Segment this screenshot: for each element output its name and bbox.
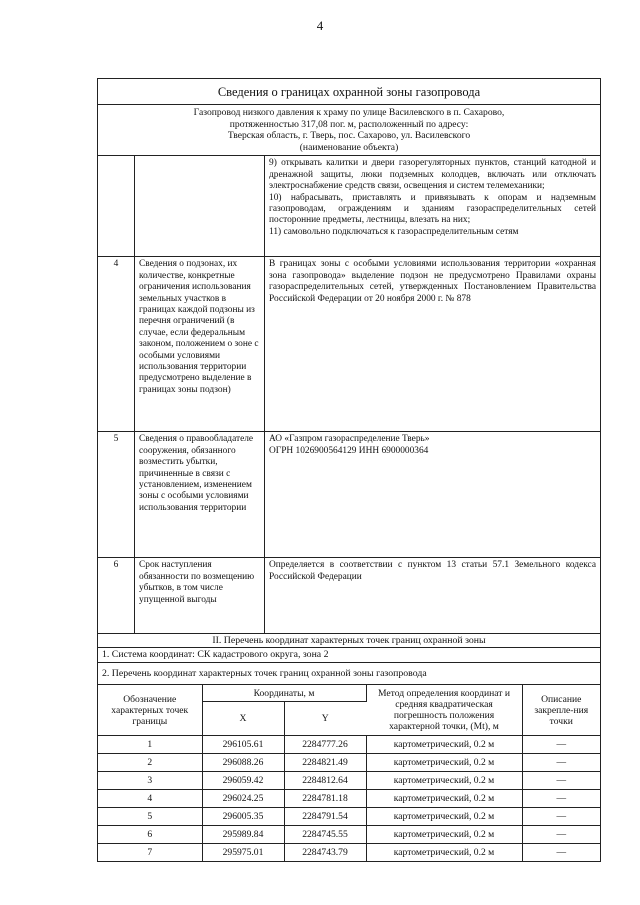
table-row — [98, 807, 600, 825]
row-value: В границах зоны с особыми условиями использования территории «охранная зона газопровода» выделение подзон не предусмотрено Правилами охраны газораспределительных сетей, утвержденных Постановлением Правительства Российской Федерации от 20 ноября 2000 г. № 878 — [269, 259, 596, 304]
row-number: 4 — [98, 257, 135, 431]
owner-row — [98, 432, 600, 558]
header-x: X — [202, 701, 284, 735]
point-description: — — [522, 825, 600, 843]
point-method: картометрический, 0.2 м — [366, 735, 522, 753]
point-x: 296059.42 — [202, 771, 284, 789]
document-title: Сведения о границах охранной зоны газопровода — [98, 79, 600, 105]
table-row — [98, 771, 600, 789]
point-method: картометрический, 0.2 м — [366, 843, 522, 861]
table-row — [98, 825, 600, 843]
point-description: — — [522, 789, 600, 807]
section-2-heading: II. Перечень координат характерных точек границ охранной зоны — [98, 634, 600, 648]
point-method: картометрический, 0.2 м — [366, 807, 522, 825]
point-y: 2284821.49 — [284, 753, 366, 771]
header-y: Y — [284, 701, 366, 735]
compensation-row — [98, 558, 600, 634]
point-y: 2284743.79 — [284, 843, 366, 861]
restrictions-continued — [265, 156, 600, 256]
point-description: — — [522, 753, 600, 771]
table-row — [98, 843, 600, 861]
point-y: 2284791.54 — [284, 807, 366, 825]
restrictions-continued-row — [98, 156, 600, 257]
point-description: — — [522, 735, 600, 753]
header-coords: Координаты, м — [202, 685, 366, 701]
coordinates-table-wrap — [98, 685, 600, 861]
coordinate-list-title: 2. Перечень координат характерных точек границ охранной зоны газопровода — [98, 663, 600, 685]
row-number-empty — [98, 156, 135, 256]
point-method: картометрический, 0.2 м — [366, 771, 522, 789]
object-description — [98, 105, 600, 156]
restriction-item: 10) набрасывать, приставлять и привязывать к опорам и надземным газопроводам, ограждениям и зданиям газораспределительных сетей посторонние предметы, лестницы, влезать на них; — [269, 192, 596, 226]
zone-info-table — [97, 78, 601, 862]
object-caption: (наименование объекта) — [299, 141, 399, 153]
page-number: 4 — [316, 18, 324, 33]
point-y: 2284812.64 — [284, 771, 366, 789]
point-description: — — [522, 807, 600, 825]
table-row — [98, 753, 600, 771]
point-y: 2284781.18 — [284, 789, 366, 807]
point-method: картометрический, 0.2 м — [366, 753, 522, 771]
header-point: Обозначение характерных точек границы — [98, 685, 202, 735]
row-label: Срок наступления обязанности по возмещению убытков, в том числе упущенной выгоды — [135, 558, 265, 633]
table-row — [98, 789, 600, 807]
point-description: — — [522, 771, 600, 789]
restriction-item: 11) самовольно подключаться к газораспределительным сетям — [269, 226, 519, 237]
point-number: 1 — [98, 735, 202, 753]
object-line-3: Тверская область, г. Тверь, пос. Сахарово, ул. Василевского — [227, 130, 471, 142]
point-x: 295989.84 — [202, 825, 284, 843]
restriction-item: 9) открывать калитки и двери газорегуляторных пунктов, станций катодной и дренажной защиты, люки подземных колодцев, включать или отключать электроснабжение средств связи, освещения и систем телемеханики; — [269, 158, 596, 192]
row-number: 6 — [98, 558, 135, 633]
row-number: 5 — [98, 432, 135, 557]
coordinate-system: 1. Система координат: СК кадастрового округа, зона 2 — [98, 648, 600, 663]
row-label: Сведения о подзонах, их количестве, конкретные ограничения использования земельных участков в границах каждой подзоны из перечня ограничений (в случае, если федеральным законом, положением о зоне с особыми условиями использования территории предусмотрено выделение в границах зоны подзон) — [135, 257, 265, 431]
point-x: 296105.61 — [202, 735, 284, 753]
point-number: 3 — [98, 771, 202, 789]
point-description: — — [556, 846, 567, 858]
owner-name: АО «Газпром газораспределение Тверь» — [269, 434, 430, 445]
object-line-2: протяженностью 317,08 пог. м, расположенный по адресу: — [229, 118, 469, 130]
header-description: Описание закрепле-ния точки — [522, 685, 600, 735]
point-x: 296024.25 — [202, 789, 284, 807]
point-method: картометрический, 0.2 м — [366, 825, 522, 843]
point-y: 2284745.55 — [284, 825, 366, 843]
point-number: 2 — [98, 753, 202, 771]
point-number: 6 — [98, 825, 202, 843]
point-x: 295975.01 — [202, 843, 284, 861]
point-x: 296088.26 — [202, 753, 284, 771]
header-method: Метод определения координат и средняя квадратическая погрешность положения характерной точки, (Mt), м — [366, 685, 522, 735]
row-value — [265, 432, 600, 557]
table-row — [98, 735, 600, 753]
point-number: 4 — [98, 789, 202, 807]
point-number: 5 — [98, 807, 202, 825]
point-y: 2284777.26 — [284, 735, 366, 753]
coordinates-table — [98, 685, 600, 861]
row-label-empty — [135, 156, 265, 256]
point-x: 296005.35 — [202, 807, 284, 825]
point-number: 7 — [98, 843, 202, 861]
row-value: Определяется в соответствии с пунктом 13 статьи 57.1 Земельного кодекса Российской Федерации — [269, 560, 596, 582]
point-method: картометрический, 0.2 м — [366, 789, 522, 807]
row-label: Сведения о правообладателе сооружения, обязанного возместить убытки, причиненные в связи с установлением, изменением зоны с особыми условиями использования территории — [135, 432, 265, 557]
object-line-1: Газопровод низкого давления к храму по улице Василевского в п. Сахарово, — [193, 107, 505, 118]
subzones-row — [98, 257, 600, 432]
owner-ids: ОГРН 1026900564129 ИНН 6900000364 — [269, 445, 429, 456]
